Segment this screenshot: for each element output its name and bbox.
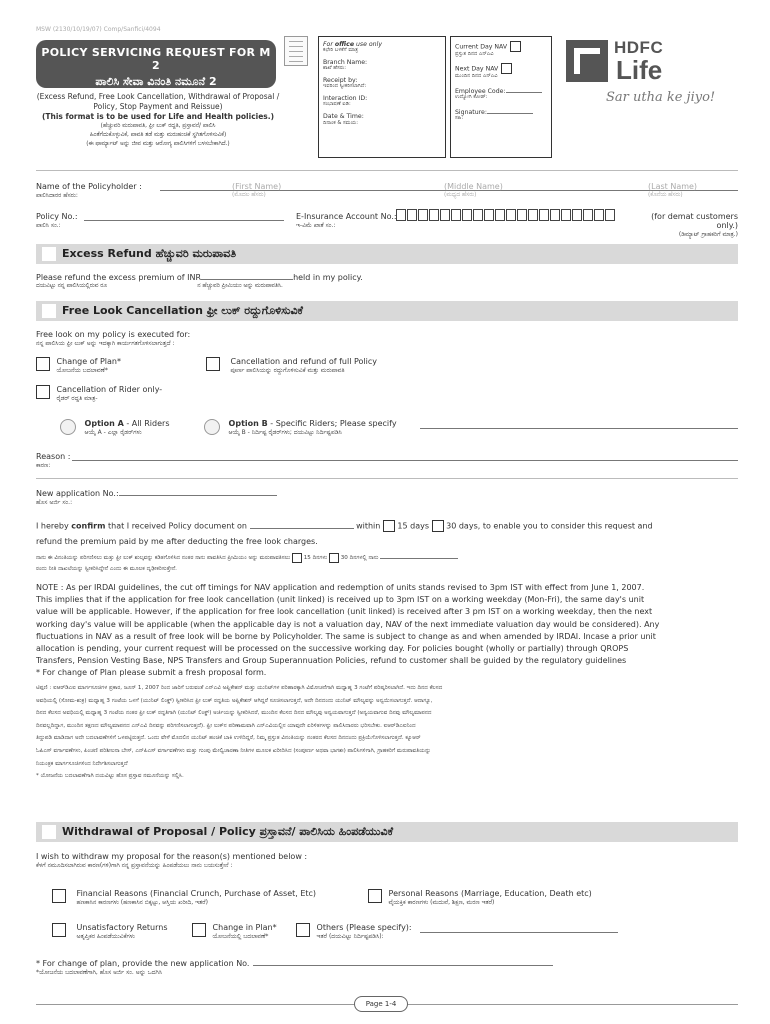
note-line: allocation is pending, your current request will be processed on the successive working day. For policies bought (wholly or partially) through QROPS: [36, 644, 629, 654]
einsurance-label: E-Insurance Account No.: ಇ-ವಿಮೆ ಖಾತೆ ಸಂ.:: [296, 212, 397, 229]
change-plan-checkbox[interactable]: [36, 357, 50, 371]
office-field-branch[interactable]: Branch Name: ಶಾಖೆ ಹೆಸರು:: [323, 59, 368, 72]
note-line: value will be applicable. However, if the application for free look cancellation (unit linked) is received after 3 pm IST on a working weekday, then the next: [36, 607, 653, 617]
form-desc-kn-2: ಹಿಂತೆಗೆದುಕೊಳ್ಳುವಿಕೆ, ಪಾವತಿ ತಡೆ ಮತ್ತು ಮರುಹಂಚಿಕೆ ಸ್ಥಗಿತಗೊಳಿಸುವಿಕೆ): [89, 132, 227, 139]
note-kn-line: ದಿನದ ಕೆಲಸದ ಅವಧಿಯಲ್ಲಿ ಮಧ್ಯಾಹ್ನ 3 ಗಂಟೆಯ ನಂತರ ಫ್ರೀ ಲುಕ್ ರದ್ದತಿಗಾಗಿ (ಯುನಿಟ್ ಲಿಂಕ್ಡ್) ಅರ್ಜಿಯನ್ನು ಸ್ವೀಕರಿಸಿದರೆ, ಮುಂದಿನ ಕೆಲಸದ ದಿನದ ಮೌಲ್ಯವು ಅನ್ವಯವಾಗುತ್ತದೆ (ಅನ್ವಯವಾಗುವ ದಿನವು ಮೌಲ್ಯಮಾಪನದ: [36, 710, 432, 717]
kn-15-days-checkbox[interactable]: [292, 553, 302, 563]
excess-refund-line: Please refund the excess premium of INR held in my policy.: [36, 273, 363, 282]
confirm-kn-1: ನಾನು ಈ ವಿನಂತಿಯನ್ನು ಪರಿಗಣಿಸಲು ಮತ್ತು ಫ್ರೀ ಲುಕ್ ಶುಲ್ಕವನ್ನು ಕಡಿತಗೊಳಿಸಿದ ನಂತರ ನಾನು ಪಾವತಿಸಿದ ಪ್ರೀಮಿಯಂ ಅನ್ನು ಮರುಪಾವತಿಸಲು 15 ದಿನಗಳು 30 ದಿನಗಳಲ್ಲಿ ನಾನು: [36, 551, 738, 564]
withdrawal-footnote: * For change of plan, provide the new application No. *ಯೋಜನೆಯ ಬದಲಾವಣೆಗಾಗಿ, ಹೊಸ ಅರ್ಜಿ ಸಂ. ಅನ್ನು ಒದಗಿಸಿ: [36, 958, 553, 977]
form-description: [36, 92, 280, 149]
note-kn-line: * ಯೋಜನೆಯ ಬದಲಾವಣೆಗಾಗಿ ದಯವಿಟ್ಟು ಹೊಸ ಪ್ರಸ್ತಾವ ನಮೂನೆಯನ್ನು ಸಲ್ಲಿಸಿ.: [36, 773, 184, 780]
office-field-date-time[interactable]: Date & Time: ದಿನಾಂಕ & ಸಮಯ:: [323, 113, 364, 126]
excess-refund-heading: Excess Refund ಹೆಚ್ಚುವರಿ ಮರುಪಾವತಿ: [62, 247, 237, 260]
reason-input[interactable]: [72, 460, 738, 461]
free-look-intro: Free look on my policy is executed for: ನನ್ನ ಪಾಲಿಸಿಯ ಫ್ರೀ ಲುಕ್ ಅನ್ನು ಇದಕ್ಕಾಗಿ ಕಾರ್ಯಗತಗೊಳಿಸಲಾಗುತ್ತದೆ :: [36, 330, 191, 347]
divider: [36, 170, 738, 171]
option-b[interactable]: Option B - Specific Riders; Please specify ಆಯ್ಕೆ B - ನಿರ್ದಿಷ್ಟ ರೈಡರ್‌ಗಳು; ದಯವಿಟ್ಟು ನಿರ್ದಿಷ್ಟಪಡಿಸಿ: [204, 419, 397, 437]
confirm-line-2: refund the premium paid by me after deducting the free look charges.: [36, 537, 318, 546]
form-reference: MSW (2130/10/19/07) Comp/Sanfici/4094: [36, 26, 161, 33]
others-specify-input[interactable]: [420, 932, 618, 933]
option-b-specify-input[interactable]: [420, 428, 738, 429]
free-look-heading: Free Look Cancellation ಫ್ರೀ ಲುಕ್ ರದ್ದುಗೊಳಿಸುವಿಕೆ: [62, 304, 303, 317]
others-option[interactable]: Others (Please specify): ಇತರೆ (ದಯವಿಟ್ಟು ನಿರ್ದಿಷ್ಟಪಡಿಸಿ):: [296, 923, 412, 941]
cancel-rider-option[interactable]: Cancellation of Rider only- ರೈಡರ್ ರದ್ದತಿ ಮಾತ್ರ-: [36, 385, 162, 403]
unsatisfactory-returns-checkbox[interactable]: [52, 923, 66, 937]
others-checkbox[interactable]: [296, 923, 310, 937]
office-field-interaction-id[interactable]: Interaction ID: ಸಂಭಾಷಣೆ ಐಡಿ:: [323, 95, 368, 108]
demat-note: (for demat customers only.) (ಡಿಮ್ಯಾಟ್ ಗ್ರಾಹಕರಿಗೆ ಮಾತ್ರ.): [651, 212, 738, 238]
option-a-radio[interactable]: [60, 419, 76, 435]
note-line: fluctuations in NAV as a result of free look will be borne by Policyholder. The same is subject to change as and when amended by IRDAI. Incase a prior unit: [36, 631, 656, 641]
change-in-plan-option[interactable]: Change in Plan* ಯೋಜನೆಯಲ್ಲಿ ಬದಲಾವಣೆ*: [192, 923, 277, 941]
within-15-days-checkbox[interactable]: [383, 520, 395, 532]
form-title: [36, 40, 276, 88]
policy-received-date-input[interactable]: [250, 521, 354, 529]
withdrawal-intro: I wish to withdraw my proposal for the reason(s) mentioned below : ಕೆಳಗೆ ನಮೂದಿಸಲಾಗಿರುವ ಕಾರಣ(ಗಳಿ)ಗಾಗಿ ನನ್ನ ಪ್ರಸ್ತಾವನೆಯನ್ನು ಹಿಂಪಡೆಯಲು ನಾನು ಬಯಸುತ್ತೇನೆ :: [36, 852, 308, 869]
employee-code-field[interactable]: Employee Code: ಉದ್ಯೋಗಿ ಕೋಡ್:: [455, 85, 547, 101]
unsatisfactory-returns-option[interactable]: Unsatisfactory Returns ಅತೃಪ್ತಿಕರ ಹಿಂಪಡೆಯುವಿಕೆಗಳು: [52, 923, 168, 941]
page-number: Page 1-4: [354, 996, 408, 1012]
note-kn-line: ತಿದ್ದುಪಡಿ ಮಾಡಿದಾಗ ಅದೇ ಬದಲಾವಣೆಗಳಿಗೆ ಒಳಪಟ್ಟಿರುತ್ತದೆ. ಒಂದು ವೇಳೆ ಮೊದಲಿನ ಯುನಿಟ್ ಹಂಚಿಕೆ ಬಾಕಿ ಉಳಿದಿದ್ದರೆ, ನಿಮ್ಮ ಪ್ರಸ್ತುತ ವಿನಂತಿಯನ್ನು ನಂತರದ ಕೆಲಸದ ದಿನದಂದು ಪ್ರಕ್ರಿಯೆಗೊಳಿಸಲಾಗುತ್ತದೆ. ಕ್ಯೂಆರ್: [36, 735, 421, 742]
note-line: This implies that if the application for free look cancellation (unit linked) is received up to 3pm IST on a working weekday (Mon-Fri), the same day's unit: [36, 595, 645, 605]
confirm-line-1: I hereby confirm that I received Policy document on within 15 days 30 days, to enable you to consider this request and: [36, 521, 653, 531]
personal-reasons-checkbox[interactable]: [368, 889, 382, 903]
nav-box: [450, 36, 552, 158]
note-kn-line: ನಿಯಂತ್ರಕ ಮಾರ್ಗಸೂಚಿಗಳಿಂದ ನಿರ್ದೇಶಿಸಲಾಗುತ್ತದೆ: [36, 760, 128, 767]
current-day-nav: Current Day NAV ಪ್ರಸ್ತುತ ದಿನದ ಎನ್ಎವಿ: [455, 41, 547, 58]
note-line: Transfers, Pension Vesting Base, NPS Transfers and Group Superannuation Policies, refund to customer shall be guided by the regulatory guidelines: [36, 656, 627, 666]
office-use-box: [318, 36, 446, 158]
note-kn-line: ಅವಧಿಯಲ್ಲಿ (ಸೋಮ-ಶುಕ್ರ) ಮಧ್ಯಾಹ್ನ 3 ಗಂಟೆಯ ಒಳಗೆ (ಯುನಿಟ್ ಲಿಂಕ್ಡ್) ಸ್ವೀಕರಿಸಿದ ಫ್ರೀ ಲುಕ್ ರದ್ದತಿಯ ಅಪ್ಲಿಕೇಶನ್ ಆಗಿದ್ದರೆ ಸೂಚಿಸಲಾಗುತ್ತದೆ, ಅದೇ ದಿನದಂದು ಯುನಿಟ್ ಮೌಲ್ಯವನ್ನು ಅನ್ವಯಿಸಲಾಗುತ್ತದೆ. ಆದಾಗ್ಯೂ,: [36, 697, 433, 704]
form-desc-kn-1: (ಹೆಚ್ಚುವರಿ ಮರುಪಾವತಿ, ಫ್ರೀ ಲುಕ್ ರದ್ದತಿ, ಪ್ರಸ್ತಾವನೆ/ ಪಾಲಿಸಿ: [100, 123, 216, 130]
form-desc-2: (This format is to be used for Life and Health policies.): [41, 112, 275, 122]
option-a[interactable]: Option A - All Riders ಆಯ್ಕೆ A - ಎಲ್ಲಾ ರೈಡರ್‌ಗಳು: [60, 419, 169, 437]
reason-label: Reason : ಕಾರಣ:: [36, 452, 71, 469]
note-kn-line: ದಿನವಲ್ಲದಿದ್ದಾಗ, ಮುಂದಿನ ತಕ್ಷಣದ ಮೌಲ್ಯಮಾಪನದ ಎನ್ಎವಿ ದಿನವನ್ನು ಪರಿಗಣಿಸಲಾಗುತ್ತದೆ). ಫ್ರೀ ಲುಕ್‌ನ ಪರಿಣಾಮವಾಗಿ ಎನ್ಎವಿಯಲ್ಲಿನ ಯಾವುದೇ ಏರಿಳಿತಗಳನ್ನು ಪಾಲಿಸಿದಾರರು ಭರಿಸಬೇಕು. ಐಆರ್‌ಡಿಎಐನಿಂದ: [36, 722, 416, 729]
change-in-plan-checkbox[interactable]: [192, 923, 206, 937]
einsurance-account-boxes[interactable]: [396, 209, 615, 221]
brand-hdfc: HDFC: [614, 38, 664, 57]
form-title-kn: ಪಾಲಿಸಿ ಸೇವಾ ವಿನಂತಿ ನಮೂನೆ 2: [95, 75, 217, 88]
excess-refund-line-kn: ದಯವಿಟ್ಟು ನನ್ನ ಪಾಲಿಸಿಯಲ್ಲಿರುವ ರೂ ನ ಹೆಚ್ಚುವರಿ ಪ್ರೀಮಿಯಂ ಅನ್ನು ಮರುಪಾವತಿಸಿ.: [36, 283, 283, 289]
option-b-radio[interactable]: [204, 419, 220, 435]
first-name-hint: (First Name) (ಮೊದಲ ಹೆಸರು): [232, 182, 282, 198]
policy-no-input[interactable]: [84, 220, 284, 221]
note-block: [36, 582, 738, 680]
excess-amount-input[interactable]: [201, 272, 293, 280]
section-withdrawal: [36, 822, 738, 842]
financial-reasons-option[interactable]: Financial Reasons (Financial Crunch, Purchase of Asset, Etc) ಹಣಕಾಸಿನ ಕಾರಣಗಳು (ಹಣಕಾಸಿನ ಬಿಕ್ಕಟ್ಟು, ಆಸ್ತಿಯ ಖರೀದಿ, ಇತರೆ): [52, 889, 316, 907]
brand-tagline: Sar utha ke jiyo!: [606, 90, 716, 105]
financial-reasons-checkbox[interactable]: [52, 889, 66, 903]
hdfc-logo-icon: [566, 40, 608, 82]
cancel-full-option[interactable]: Cancellation and refund of full Policy ಪೂರ್ಣ ಪಾಲಿಸಿಯನ್ನು ರದ್ದುಗೊಳಿಸುವಿಕೆ ಮತ್ತು ಮರುಪಾವತಿ: [206, 357, 377, 375]
policyholder-name-label: Name of the Policyholder : ಪಾಲಿಸಿದಾರರ ಹೆಸರು:: [36, 182, 142, 199]
document-icon: [284, 36, 308, 66]
form-desc-1: (Excess Refund, Free Look Cancellation, Withdrawal of Proposal / Policy, Stop Payment and Reissue): [36, 92, 280, 112]
note-line: * For change of Plan please submit a fresh proposal form.: [36, 668, 267, 678]
form-desc-kn-3: (ಈ ಫಾರ್ಮ್ಯಾಟ್ ಅನ್ನು ಜೀವ ಮತ್ತು ಆರೋಗ್ಯ ಪಾಲಿಸಿಗಳಿಗೆ ಬಳಸಬೇಕಾಗಿದೆ.): [86, 141, 230, 147]
personal-reasons-option[interactable]: Personal Reasons (Marriage, Education, Death etc) ವೈಯಕ್ತಿಕ ಕಾರಣಗಳು (ಮದುವೆ, ಶಿಕ್ಷಣ, ಮರಣ ಇತರೆ): [368, 889, 592, 907]
brand-life: Life: [616, 55, 663, 85]
office-use-heading: For office use only ಕಛೇರಿ ಬಳಕೆಗೆ ಮಾತ್ರ: [323, 41, 382, 54]
middle-name-hint: (Middle Name) (ಮಧ್ಯದ ಹೆಸರು): [444, 182, 503, 198]
note-block-kn: [36, 682, 738, 783]
note-line: working day's value will be applicable (when the applicable day is not a valuation day, NAV of the next immediate valuation day would be considered). Any: [36, 619, 660, 629]
next-day-nav: Next Day NAV ಮುಂದಿನ ದಿನದ ಎನ್ಎವಿ: [455, 63, 547, 80]
withdrawal-heading: Withdrawal of Proposal / Policy ಪ್ರಸ್ತಾವನೆ/ ಪಾಲಿಸಿಯ ಹಿಂಪಡೆಯುವಿಕೆ: [62, 825, 394, 838]
confirm-kn-2: ರಂದು ನೀತಿ ದಾಖಲೆಯನ್ನು ಸ್ವೀಕರಿಸಿದ್ದೇನೆ ಎಂದು ಈ ಮೂಲಕ ದೃಢೀಕರಿಸುತ್ತೇನೆ.: [36, 566, 177, 572]
last-name-hint: (Last Name) (ಕೊನೆಯ ಹೆಸರು): [648, 182, 698, 198]
section-free-look: [36, 301, 738, 321]
section-excess-refund: [36, 244, 738, 264]
office-field-receipt[interactable]: Receipt by: ಇವರಿಂದ ಸ್ವೀಕರಿಸಲಾಗಿದೆ:: [323, 77, 367, 90]
current-day-nav-checkbox[interactable]: [510, 41, 521, 52]
policy-no-label: Policy No.: ಪಾಲಿಸಿ ಸಂ.:: [36, 212, 78, 229]
cancel-rider-checkbox[interactable]: [36, 385, 50, 399]
change-plan-option[interactable]: Change of Plan* ಯೋಜನೆಯ ಬದಲಾವಣೆ*: [36, 357, 121, 375]
cancel-full-checkbox[interactable]: [206, 357, 220, 371]
change-plan-new-app-input[interactable]: [253, 958, 553, 966]
kn-30-days-checkbox[interactable]: [329, 553, 339, 563]
divider: [36, 478, 738, 479]
new-application-input[interactable]: [119, 488, 277, 496]
next-day-nav-checkbox[interactable]: [501, 63, 512, 74]
note-line: NOTE : As per IRDAI guidelines, the cut off timings for NAV application and redemption of units stands revised to 3pm IST with effect from June 1, 2007.: [36, 583, 645, 592]
note-kn-line: ಓಪಿಎಸ್ ವರ್ಗಾವಣೆಗಳು, ಪಿಂಚಣಿ ಪರಿಶೀಲನಾ ಬೇಸ್, ಎನ್‌ಪಿಎಸ್ ವರ್ಗಾವಣೆಗಳು ಮತ್ತು ಗುಂಪು ಮೇಲ್ವಿಚಾರಣಾ ನೀತಿಗಳ ಮೂಲಕ ಖರೀದಿಸಿದ (ಸಂಪೂರ್ಣ ಅಥವಾ ಭಾಗಶಃ) ಪಾಲಿಸಿಗಳಿಗಾಗಿ, ಗ್ರಾಹಕರಿಗೆ ಮರುಪಾವತಿಯನ್ನು: [36, 747, 431, 754]
signature-field[interactable]: Signature: ಸಹಿ:: [455, 106, 547, 122]
new-application-label: New application No.: ಹೊಸ ಅರ್ಜಿ ಸಂ.:: [36, 488, 277, 507]
within-30-days-checkbox[interactable]: [432, 520, 444, 532]
note-kn-line: ಟಿಪ್ಪಣಿ : ಐಆರ್‌ಡಿಎಐ ಮಾರ್ಗಸೂಚಿಗಳ ಪ್ರಕಾರ, ಜೂನ್ 1, 2007 ರಿಂದ ಜಾರಿಗೆ ಬರುವಂತೆ ಎನ್ಎವಿ ಅಪ್ಲಿಕೇಶನ್ ಮತ್ತು ಯುನಿಟ್‌ಗಳ ಪರಿಹಾರಕ್ಕಾಗಿ ವಿಮೋಚನೆಗಾಗಿ ಮಧ್ಯಾಹ್ನ 3 ಗಂಟೆಗೆ ಪರಿಷ್ಕರಿಸಲಾಗಿದೆ. ಇದು ದಿನದ ಕೆಲಸದ: [36, 685, 443, 691]
form-title-en: POLICY SERVICING REQUEST FOR M 2: [41, 46, 271, 72]
